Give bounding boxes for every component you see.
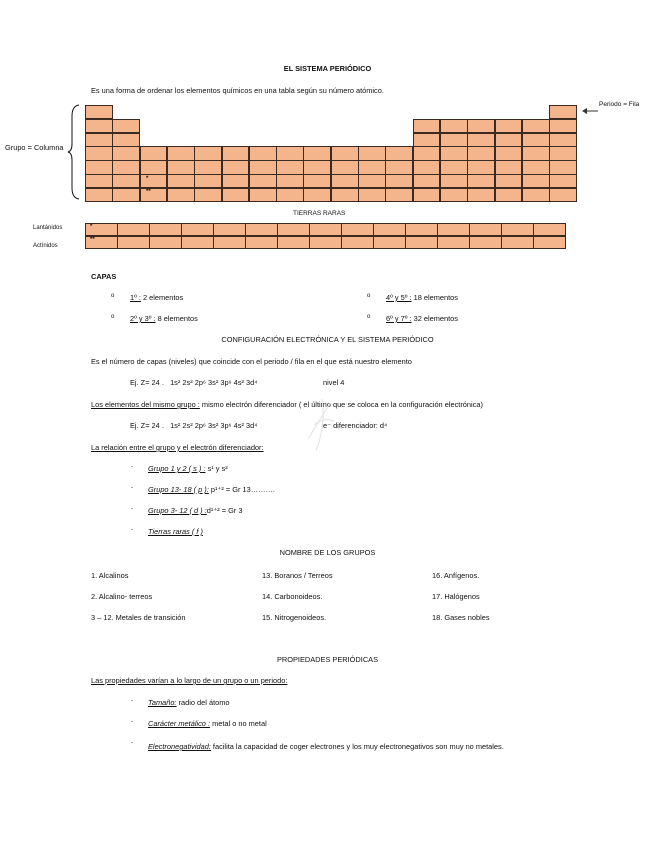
element-cell xyxy=(440,160,468,174)
element-cell xyxy=(495,119,523,133)
element-cell xyxy=(276,174,304,188)
rare-lant-mark: * xyxy=(90,224,93,230)
element-cell xyxy=(358,146,386,160)
element-cell xyxy=(495,188,523,202)
capa-item-2: 2º y 3º : 8 elementos xyxy=(130,314,198,323)
element-cell xyxy=(440,188,468,202)
bullet-dash: - xyxy=(131,698,133,704)
element-cell xyxy=(222,146,250,160)
lanthanide-mark: * xyxy=(146,176,149,182)
element-cell xyxy=(222,174,250,188)
config-heading: CONFIGURACIÓN ELECTRÓNICA Y EL SISTEMA PERIÓDICO xyxy=(221,335,434,344)
element-cell xyxy=(112,146,140,160)
rare-earth-cell xyxy=(245,223,278,236)
bullet-dash: - xyxy=(131,740,133,746)
element-cell xyxy=(85,160,113,174)
capa-item-4: 6º y 7º : 32 elementos xyxy=(386,314,458,323)
element-cell xyxy=(276,188,304,202)
element-cell xyxy=(85,133,113,147)
element-cell xyxy=(440,133,468,147)
group-name: 3 – 12. Metales de transición xyxy=(91,613,186,622)
element-cell xyxy=(495,146,523,160)
element-cell xyxy=(331,160,359,174)
element-cell xyxy=(522,188,550,202)
rare-earth-cell xyxy=(469,236,502,249)
element-cell xyxy=(522,146,550,160)
group-name: 16. Anfígenos. xyxy=(432,571,480,580)
element-cell xyxy=(167,160,195,174)
bullet-circle: o xyxy=(367,314,371,320)
example-1-result: nivel 4 xyxy=(323,378,345,387)
element-cell xyxy=(140,146,168,160)
element-cell xyxy=(440,174,468,188)
rare-act-mark: ** xyxy=(90,237,95,243)
element-cell xyxy=(85,105,113,119)
propiedades-heading: PROPIEDADES PERIÓDICAS xyxy=(276,655,379,664)
element-cell xyxy=(385,174,413,188)
rare-earth-cell xyxy=(117,236,150,249)
rare-earth-cell xyxy=(277,236,310,249)
element-cell xyxy=(331,174,359,188)
element-cell xyxy=(549,188,577,202)
propiedad-item-3: Electronegatividad: facilita la capacidad de coger electrones y los muy electronegativos son muy no metales. xyxy=(148,742,504,751)
element-cell xyxy=(522,174,550,188)
element-cell xyxy=(303,174,331,188)
propiedades-intro: Las propiedades varían a lo largo de un grupo o un periodo: xyxy=(91,676,288,685)
rare-earth-cell xyxy=(309,236,342,249)
left-arrow-icon xyxy=(582,106,598,116)
bullet-dash: - xyxy=(131,719,133,725)
element-cell xyxy=(385,160,413,174)
element-cell xyxy=(85,119,113,133)
element-cell xyxy=(85,146,113,160)
group-name: 18. Gases nobles xyxy=(432,613,490,622)
element-cell xyxy=(249,174,277,188)
rare-earth-cell xyxy=(533,236,566,249)
element-cell xyxy=(194,146,222,160)
capa-item-1: 1º : 2 elementos xyxy=(130,293,184,302)
group-name: 15. Nitrogenoideos. xyxy=(262,613,327,622)
rare-earth-cell xyxy=(373,236,406,249)
periodo-label: Periodo = Fila xyxy=(599,101,640,108)
element-cell xyxy=(222,160,250,174)
element-cell xyxy=(440,119,468,133)
element-cell xyxy=(467,119,495,133)
element-cell xyxy=(167,188,195,202)
relacion-heading: La relación entre el grupo y el electrón diferenciador: xyxy=(91,443,264,452)
rare-earth-cell xyxy=(149,223,182,236)
element-cell xyxy=(495,133,523,147)
element-cell xyxy=(358,188,386,202)
group-name: 13. Boranos / Terreos xyxy=(262,571,333,580)
bullet-dash: - xyxy=(131,527,133,533)
element-cell xyxy=(522,119,550,133)
rare-earth-cell xyxy=(405,223,438,236)
capas-heading: CAPAS xyxy=(91,272,117,281)
group-name: 17. Halógenos xyxy=(432,592,480,601)
intro-text: Es una forma de ordenar los elementos químicos en una tabla según su número atómico. xyxy=(91,86,384,95)
element-cell xyxy=(467,188,495,202)
element-cell xyxy=(413,119,441,133)
element-cell xyxy=(249,146,277,160)
config-paragraph: Es el número de capas (niveles) que coincide con el periodo / fila en el que está nuestro elemento xyxy=(91,357,412,366)
element-cell xyxy=(467,146,495,160)
element-cell xyxy=(112,119,140,133)
relacion-item-1: Grupo 1 y 2 ( s ) : s¹ y s² xyxy=(148,464,228,473)
rare-earth-cell xyxy=(405,236,438,249)
element-cell xyxy=(522,133,550,147)
rare-earth-cell xyxy=(341,223,374,236)
element-cell xyxy=(467,174,495,188)
element-cell xyxy=(276,160,304,174)
element-cell xyxy=(467,133,495,147)
element-cell xyxy=(467,160,495,174)
rare-earth-cell xyxy=(245,236,278,249)
bullet-circle: o xyxy=(111,293,115,299)
element-cell xyxy=(440,146,468,160)
element-cell xyxy=(413,174,441,188)
propiedad-item-2: Carácter metálico : metal o no metal xyxy=(148,719,267,728)
element-cell xyxy=(358,160,386,174)
element-cell xyxy=(167,174,195,188)
element-cell xyxy=(303,146,331,160)
rare-earth-cell xyxy=(469,223,502,236)
element-cell xyxy=(358,174,386,188)
rare-earth-cell xyxy=(149,236,182,249)
element-cell xyxy=(385,188,413,202)
element-cell xyxy=(167,146,195,160)
element-cell xyxy=(276,146,304,160)
element-cell xyxy=(495,174,523,188)
rare-earth-cell xyxy=(213,223,246,236)
capa-item-3: 4º y 5º : 18 elementos xyxy=(386,293,458,302)
rare-earth-cell xyxy=(501,223,534,236)
bullet-dash: - xyxy=(131,485,133,491)
element-cell xyxy=(413,146,441,160)
rare-earth-cell xyxy=(181,223,214,236)
element-cell xyxy=(249,160,277,174)
example-2: Ej. Z= 24 . 1s² 2s² 2p⁶ 3s² 3p⁶ 4s² 3d⁴ xyxy=(130,421,258,430)
tierras-raras-label: TIERRAS RARAS xyxy=(293,210,346,217)
example-2-result: e⁻ diferenciador: d⁴ xyxy=(323,421,388,430)
element-cell xyxy=(549,133,577,147)
element-cell xyxy=(495,160,523,174)
rare-earth-cell xyxy=(117,223,150,236)
element-cell xyxy=(222,188,250,202)
element-cell xyxy=(522,160,550,174)
watermark-scribble xyxy=(300,395,340,455)
element-cell xyxy=(112,174,140,188)
element-cell xyxy=(413,160,441,174)
page-title: EL SISTEMA PERIÓDICO xyxy=(283,64,372,73)
element-cell xyxy=(112,160,140,174)
element-cell xyxy=(140,160,168,174)
rare-earth-cell xyxy=(309,223,342,236)
element-cell xyxy=(194,174,222,188)
element-cell xyxy=(303,160,331,174)
element-cell xyxy=(303,188,331,202)
bullet-circle: o xyxy=(111,314,115,320)
element-cell xyxy=(549,105,577,119)
bullet-dash: - xyxy=(131,506,133,512)
bullet-circle: o xyxy=(367,293,371,299)
rare-earth-cell xyxy=(533,223,566,236)
propiedad-item-1: Tamaño: radio del átomo xyxy=(148,698,230,707)
element-cell xyxy=(331,146,359,160)
element-cell xyxy=(140,188,168,202)
grupo-label: Grupo = Columna xyxy=(5,143,64,152)
lantanidos-label: Lantánidos xyxy=(33,225,63,231)
element-cell xyxy=(140,174,168,188)
actinidos-label: Actínidos xyxy=(33,243,58,249)
element-cell xyxy=(112,133,140,147)
element-cell xyxy=(549,119,577,133)
group-name: 2. Alcalino- terreos xyxy=(91,592,153,601)
element-cell xyxy=(85,174,113,188)
rare-earth-cell xyxy=(437,223,470,236)
group-name: 14. Carbonoideos. xyxy=(262,592,323,601)
element-cell xyxy=(249,188,277,202)
relacion-item-4: Tierras raras ( f ) xyxy=(148,527,203,536)
rare-earth-cell xyxy=(501,236,534,249)
nombres-heading: NOMBRE DE LOS GRUPOS xyxy=(279,548,376,557)
element-cell xyxy=(413,188,441,202)
group-name: 1. Alcalinos xyxy=(91,571,129,580)
relacion-item-2: Grupo 13- 18 ( p ): p¹⁺² = Gr 13………. xyxy=(148,485,275,494)
grupo-paragraph: Los elementos del mismo grupo : mismo electrón diferenciador ( el último que se coloca en la configuración electrónica) xyxy=(91,400,483,409)
element-cell xyxy=(194,160,222,174)
element-cell xyxy=(549,160,577,174)
grupo-brace xyxy=(67,104,81,200)
element-cell xyxy=(385,146,413,160)
element-cell xyxy=(85,188,113,202)
rare-earth-cell xyxy=(373,223,406,236)
element-cell xyxy=(331,188,359,202)
rare-earth-cell xyxy=(181,236,214,249)
example-1: Ej. Z= 24 . 1s² 2s² 2p⁶ 3s² 3p⁶ 4s² 3d⁴ xyxy=(130,378,258,387)
actinide-mark: ** xyxy=(146,189,151,195)
element-cell xyxy=(549,174,577,188)
element-cell xyxy=(413,133,441,147)
element-cell xyxy=(112,188,140,202)
element-cell xyxy=(194,188,222,202)
rare-earth-cell xyxy=(437,236,470,249)
relacion-item-3: Grupo 3- 12 ( d ) :d¹⁺² = Gr 3 xyxy=(148,506,243,515)
rare-earth-cell xyxy=(341,236,374,249)
element-cell xyxy=(549,146,577,160)
bullet-dash: - xyxy=(131,464,133,470)
rare-earth-cell xyxy=(277,223,310,236)
rare-earth-cell xyxy=(213,236,246,249)
